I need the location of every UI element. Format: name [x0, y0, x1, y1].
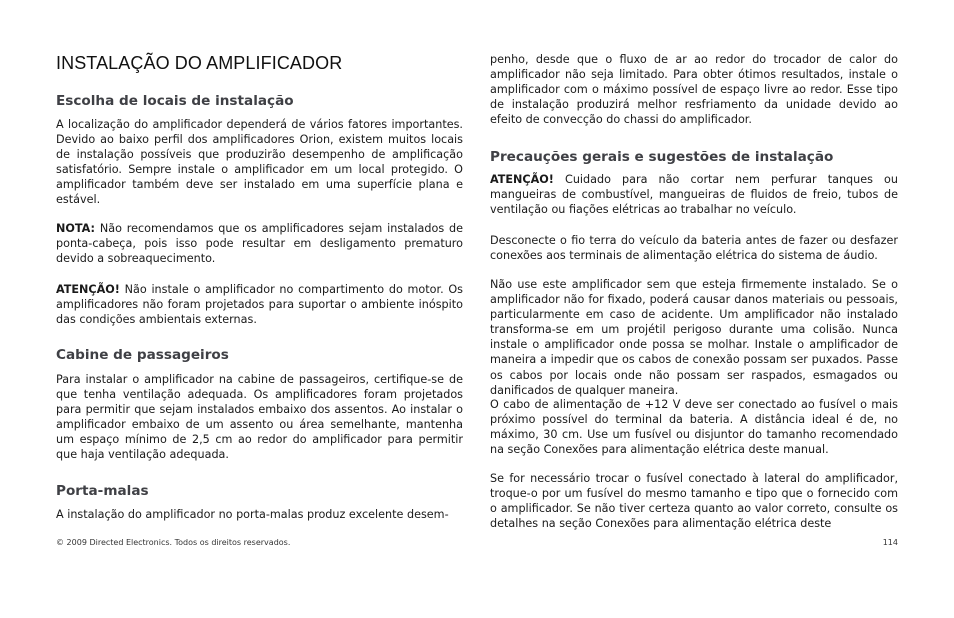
paragraph-nota: [56, 221, 463, 266]
page-title: INSTALAÇÃO DO AMPLIFICADOR: [56, 53, 343, 73]
section-heading-precaucoes: Precauções gerais e sugestões de instalação: [490, 149, 834, 165]
paragraph-escolha: A localização do amplificador dependerá de vários fatores importantes. Devido ao baixo perfil dos amplificadores Orion, existem muitos locais de instalação possíveis que produzirão desempenho de amplificação satisfatório. Sempre instale o amplificador em um local protegido. O amplificador também deve ser instalado em uma superfície plana e estável.: [56, 118, 463, 207]
section-heading-escolha: Escolha de locais de instalação: [56, 93, 294, 109]
paragraph-cabo-alimentacao: O cabo de alimentação de +12 V deve ser conectado ao fusível o mais próximo possível do terminal da bateria. A distância ideal é de, no máximo, 30 cm. Use um fusível ou disjuntor do tamanho recomendado na seção Conexões para alimentação elétrica deste manual.: [490, 398, 898, 457]
nota-label: NOTA:: [56, 222, 95, 235]
paragraph-nao-use: Não use este amplificador sem que esteja firmemente instalado. Se o amplificador não for fixado, poderá causar danos materiais ou pessoais, particularmente em caso de acidente. Um amplificador não instalado transforma-se em um projétil perigoso durante uma colisão. Nunca instale o amplificador onde possa se molhar. Instale o amplificador de maneira a impedir que os cabos de conexão possam ser puxados. Passe os cabos por locais onde não possam ser raspados, esmagados ou danificados de qualquer maneira.: [490, 278, 898, 397]
paragraph-fusivel: Se for necessário trocar o fusível conectado à lateral do amplificador, troque-o por um fusível do mesmo tamanho e tipo que o fornecido com o amplificador. Se não tiver certeza quanto ao valor correto, consulte os detalhes na seção Conexões para alimentação elétrica deste: [490, 472, 898, 531]
page-number: 114: [882, 538, 898, 547]
paragraph-desconecte: Desconecte o fio terra do veículo da bateria antes de fazer ou desfazer conexões aos terminais de alimentação elétrica do sistema de áudio.: [490, 234, 898, 263]
paragraph-continuation: penho, desde que o fluxo de ar ao redor do trocador de calor do amplificador não seja limitado. Para obter ótimos resultados, instale o amplificador com o máximo possível de espaço livre ao redor. Esse tipo de instalação produzirá melhor resfriamento da unidade devido ao efeito de convecção do chassi do amplificador.: [490, 53, 898, 127]
paragraph-atencao-cortar: [490, 172, 898, 217]
paragraph-cabine: Para instalar o amplificador na cabine de passageiros, certifique-se de que tenha ventilação adequada. Os amplificadores foram projetados para permitir que sejam instalados embaixo dos assentos. Ao instalar o amplificador embaixo de um assento ou área semelhante, mantenha um espaço mínimo de 2,5 cm ao redor do amplificador para permitir que haja ventilação adequada.: [56, 373, 463, 462]
nota-text: Não recomendamos que os amplificadores sejam instalados de ponta-cabeça, pois isso pode resultar em desligamento prematuro devido a sobreaquecimento.: [56, 222, 463, 266]
footer-copyright: © 2009 Directed Electronics. Todos os direitos reservados.: [56, 538, 291, 547]
section-heading-porta-malas: Porta-malas: [56, 483, 149, 499]
atencao-text: Cuidado para não cortar nem perfurar tanques ou mangueiras de combustível, mangueiras de fluidos de freio, tubos de ventilação ou fiações elétricas ao trabalhar no veículo.: [490, 173, 898, 217]
atencao-label: ATENÇÃO!: [56, 283, 120, 296]
paragraph-atencao-motor: [56, 282, 463, 327]
atencao-label: ATENÇÃO!: [490, 173, 554, 186]
paragraph-porta-malas: A instalação do amplificador no porta-malas produz excelente desem-: [56, 508, 449, 521]
atencao-text: Não instale o amplificador no compartimento do motor. Os amplificadores não foram projetados para suportar o ambiente inóspito das condições ambientais externas.: [56, 283, 463, 327]
section-heading-cabine: Cabine de passageiros: [56, 347, 229, 363]
